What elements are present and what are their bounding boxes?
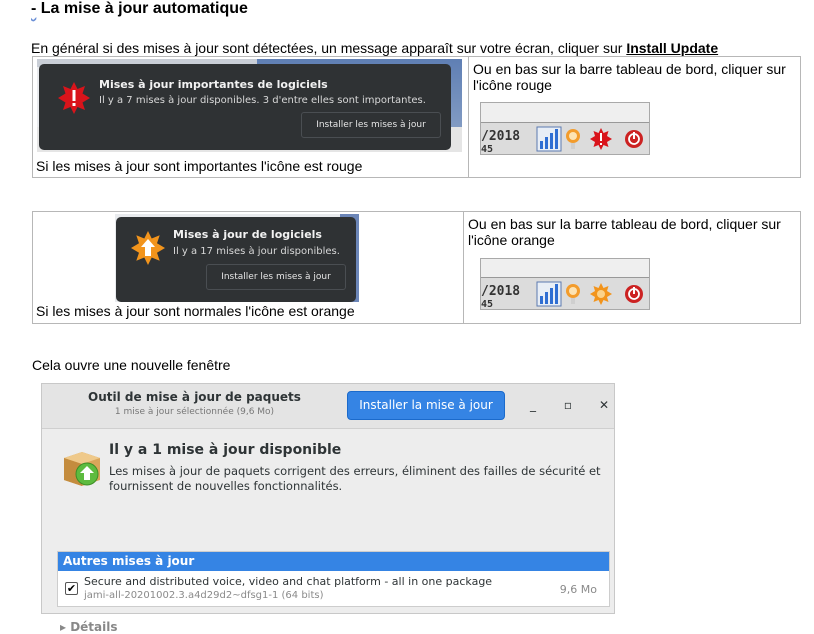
panel-tray-icons xyxy=(537,282,647,308)
minimize-button[interactable]: _ xyxy=(530,398,536,412)
details-label: Détails xyxy=(70,620,118,634)
package-description: Secure and distributed voice, video and chat platform - all in one package xyxy=(84,575,493,588)
update-manager-window xyxy=(41,383,615,634)
available-updates-description: Les mises à jour de paquets corrigent des erreurs, éliminent des failles de sécurité et fournissent de nouvelles fonctionnalités. xyxy=(109,464,601,493)
notification-screenshot-important xyxy=(37,59,462,152)
notification-body: Il y a 17 mises à jour disponibles. xyxy=(173,246,340,257)
intro-text: En général si des mises à jour sont détectées, un message apparaît sur votre écran, cliquer sur xyxy=(31,40,627,56)
package-checkbox[interactable]: ✔ xyxy=(66,582,77,595)
caption-normal: Si les mises à jour sont normales l'icône est orange xyxy=(36,303,355,319)
panel-time: 45 xyxy=(481,299,494,310)
alert-starburst-red-icon xyxy=(58,82,90,114)
intro-paragraph xyxy=(31,40,718,56)
window-subtitle: 1 mise à jour sélectionnée (9,6 Mo) xyxy=(114,407,275,417)
install-updates-button[interactable]: Installer les mises à jour xyxy=(206,264,346,290)
maximize-button[interactable]: ▫ xyxy=(563,398,573,412)
notification-important[interactable] xyxy=(39,64,451,150)
package-size: 9,6 Mo xyxy=(559,583,597,596)
panel-date: /2018 xyxy=(481,284,521,299)
updates-list xyxy=(57,551,610,607)
panel-screenshot-red xyxy=(480,102,650,155)
package-update-icon xyxy=(60,446,102,488)
details-expander[interactable] xyxy=(60,620,118,634)
notification-title: Mises à jour de logiciels xyxy=(173,228,322,241)
window-body xyxy=(42,430,614,634)
list-header-other-updates: Autres mises à jour xyxy=(58,552,609,571)
intro-bold-install-update: Install Update xyxy=(626,40,719,56)
heading-dash: - xyxy=(31,0,37,17)
expander-triangle-icon: ▸ xyxy=(60,620,71,634)
heading-text: La mise à jour automatique xyxy=(36,0,248,17)
update-starburst-orange-icon xyxy=(131,231,165,265)
panel-time: 45 xyxy=(481,144,494,155)
window-header xyxy=(42,384,614,429)
window-title: Outil de mise à jour de paquets xyxy=(88,390,301,404)
notification-title: Mises à jour importantes de logiciels xyxy=(99,78,328,91)
available-updates-title: Il y a 1 mise à jour disponible xyxy=(109,442,342,458)
caption-panel-red: Ou en bas sur la barre tableau de bord, cliquer sur l'icône rouge xyxy=(473,61,786,93)
install-update-button[interactable]: Installer la mise à jour xyxy=(347,391,505,420)
install-updates-button[interactable]: Installer les mises à jour xyxy=(301,112,441,138)
panel-tray-icons xyxy=(537,127,647,153)
package-version: jami-all-20201002.3.a4d29d2~dfsg1-1 (64 bits) xyxy=(84,590,324,601)
open-window-text: Cela ouvre une nouvelle fenêtre xyxy=(32,357,231,373)
notification-body: Il y a 7 mises à jour disponibles. 3 d'entre elles sont importantes. xyxy=(99,95,426,106)
panel-screenshot-orange xyxy=(480,258,650,310)
notification-screenshot-normal xyxy=(115,214,359,302)
caption-panel-orange: Ou en bas sur la barre tableau de bord, cliquer sur l'icône orange xyxy=(468,216,781,248)
section-heading xyxy=(31,0,248,18)
notification-normal[interactable] xyxy=(116,217,356,302)
panel-date: /2018 xyxy=(481,129,521,144)
caption-important: Si les mises à jour sont importantes l'icône est rouge xyxy=(36,158,363,174)
close-button[interactable]: ✕ xyxy=(598,398,610,412)
